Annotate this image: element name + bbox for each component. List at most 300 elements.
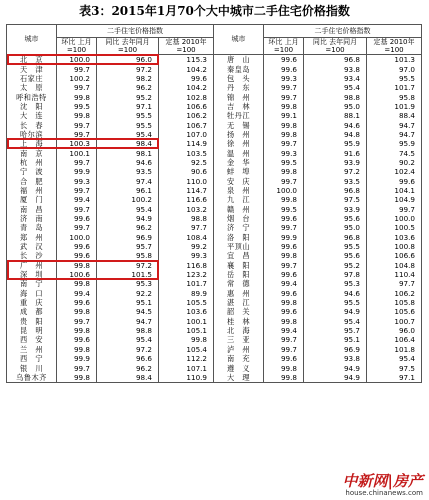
left-city-cell: 长 春 xyxy=(7,120,57,129)
right-mom-cell: 99.8 xyxy=(264,195,304,204)
left-mom-cell: 99.6 xyxy=(57,251,97,260)
table-row xyxy=(7,55,422,65)
watermark xyxy=(343,473,424,497)
left-yoy-cell: 93.5 xyxy=(97,167,159,176)
header-group-right: 二手住宅价格指数 xyxy=(264,25,422,38)
left-yoy-cell: 98.4 xyxy=(97,373,159,383)
right-city-cell: 泉 州 xyxy=(214,186,264,195)
right-mom-cell: 99.3 xyxy=(264,148,304,157)
right-mom-cell: 99.6 xyxy=(264,289,304,298)
left-city-cell: 西 安 xyxy=(7,335,57,344)
right-base-cell: 97.0 xyxy=(367,64,422,73)
left-yoy-cell: 95.1 xyxy=(97,298,159,307)
left-mom-cell: 99.4 xyxy=(57,195,97,204)
table-row xyxy=(7,176,422,185)
right-mom-cell: 99.7 xyxy=(264,83,304,92)
right-base-cell: 106.2 xyxy=(367,289,422,298)
right-mom-cell: 99.6 xyxy=(264,64,304,73)
left-mom-cell: 99.8 xyxy=(57,345,97,354)
left-base-cell: 115.3 xyxy=(159,55,214,65)
left-base-cell: 103.2 xyxy=(159,205,214,214)
table-row xyxy=(7,92,422,101)
left-yoy-cell: 97.2 xyxy=(97,261,159,270)
right-mom-cell: 99.7 xyxy=(264,139,304,148)
right-city-cell: 赣 州 xyxy=(214,205,264,214)
left-yoy-cell: 98.2 xyxy=(97,74,159,83)
right-yoy-cell: 95.7 xyxy=(304,326,367,335)
left-mom-cell: 99.6 xyxy=(57,214,97,223)
right-base-cell: 110.4 xyxy=(367,270,422,279)
right-base-cell: 100.7 xyxy=(367,317,422,326)
table-row xyxy=(7,251,422,260)
right-base-cell: 97.1 xyxy=(367,373,422,383)
left-base-cell: 103.6 xyxy=(159,307,214,316)
right-base-cell: 100.5 xyxy=(367,223,422,232)
left-mom-cell: 99.5 xyxy=(57,102,97,111)
right-city-cell: 丹 东 xyxy=(214,83,264,92)
left-mom-cell: 99.6 xyxy=(57,242,97,251)
left-city-cell: 成 都 xyxy=(7,307,57,316)
right-city-cell: 南 充 xyxy=(214,354,264,363)
right-city-cell: 北 海 xyxy=(214,326,264,335)
left-yoy-cell: 96.1 xyxy=(97,186,159,195)
left-yoy-cell: 95.3 xyxy=(97,279,159,288)
table-row xyxy=(7,167,422,176)
right-base-cell: 96.0 xyxy=(367,326,422,335)
right-yoy-cell: 95.5 xyxy=(304,298,367,307)
right-yoy-cell: 95.1 xyxy=(304,335,367,344)
right-base-cell: 101.7 xyxy=(367,83,422,92)
left-yoy-cell: 96.0 xyxy=(97,55,159,65)
right-base-cell: 95.5 xyxy=(367,74,422,83)
right-yoy-cell: 96.8 xyxy=(304,233,367,242)
right-yoy-cell: 94.9 xyxy=(304,373,367,383)
table-row xyxy=(7,326,422,335)
left-city-cell: 长 沙 xyxy=(7,251,57,260)
table-title: 表3：2015年1月70个大中城市二手住宅价格指数 xyxy=(79,4,350,18)
table-row xyxy=(7,195,422,204)
table-row xyxy=(7,205,422,214)
right-base-cell: 106.4 xyxy=(367,335,422,344)
left-yoy-cell: 95.2 xyxy=(97,92,159,101)
left-yoy-cell: 95.4 xyxy=(97,205,159,214)
right-yoy-cell: 97.2 xyxy=(304,167,367,176)
left-mom-cell: 99.4 xyxy=(57,289,97,298)
right-mom-cell: 99.6 xyxy=(264,270,304,279)
left-mom-cell: 100.2 xyxy=(57,74,97,83)
left-base-cell: 92.5 xyxy=(159,158,214,167)
left-yoy-cell: 95.5 xyxy=(97,120,159,129)
left-base-cell: 110.0 xyxy=(159,176,214,185)
right-mom-cell: 99.4 xyxy=(264,279,304,288)
right-city-cell: 洛 阳 xyxy=(214,233,264,242)
right-base-cell: 101.9 xyxy=(367,102,422,111)
right-mom-cell: 99.6 xyxy=(264,354,304,363)
right-mom-cell: 99.6 xyxy=(264,307,304,316)
right-base-cell: 88.4 xyxy=(367,111,422,120)
table-row xyxy=(7,139,422,148)
watermark-brand-name: 中新网 xyxy=(342,472,388,490)
right-mom-cell: 99.5 xyxy=(264,205,304,214)
right-yoy-cell: 95.3 xyxy=(304,279,367,288)
header-city-right: 城市 xyxy=(214,25,264,55)
left-city-cell: 西 宁 xyxy=(7,354,57,363)
right-city-cell: 秦皇岛 xyxy=(214,64,264,73)
left-base-cell: 90.6 xyxy=(159,167,214,176)
left-yoy-cell: 98.8 xyxy=(97,326,159,335)
left-mom-cell: 99.8 xyxy=(57,307,97,316)
table-row xyxy=(7,102,422,111)
right-city-cell: 包 头 xyxy=(214,74,264,83)
header-city-left: 城市 xyxy=(7,25,57,55)
left-mom-cell: 99.9 xyxy=(57,354,97,363)
right-base-cell: 101.3 xyxy=(367,55,422,65)
left-base-cell: 101.7 xyxy=(159,279,214,288)
left-mom-cell: 99.6 xyxy=(57,335,97,344)
right-city-cell: 九 江 xyxy=(214,195,264,204)
left-city-cell: 呼和浩特 xyxy=(7,92,57,101)
table-row xyxy=(7,233,422,242)
watermark-divider: | xyxy=(387,472,393,490)
table-row xyxy=(7,148,422,157)
header-mom-right: 环比 上月=100 xyxy=(264,38,304,55)
left-base-cell: 106.7 xyxy=(159,120,214,129)
right-base-cell: 105.6 xyxy=(367,307,422,316)
left-city-cell: 北 京 xyxy=(7,55,57,65)
right-city-cell: 唐 山 xyxy=(214,55,264,65)
header-mom-left: 环比 上月=100 xyxy=(57,38,97,55)
watermark-url: house.chinanews.com xyxy=(345,489,423,497)
right-yoy-cell: 95.2 xyxy=(304,261,367,270)
left-yoy-cell: 97.4 xyxy=(97,176,159,185)
right-base-cell: 94.7 xyxy=(367,130,422,139)
left-yoy-cell: 97.2 xyxy=(97,345,159,354)
right-base-cell: 97.7 xyxy=(367,279,422,288)
left-city-cell: 武 汉 xyxy=(7,242,57,251)
left-base-cell: 103.5 xyxy=(159,148,214,157)
right-base-cell: 102.4 xyxy=(367,167,422,176)
left-yoy-cell: 94.7 xyxy=(97,317,159,326)
right-yoy-cell: 93.9 xyxy=(304,205,367,214)
right-mom-cell: 99.9 xyxy=(264,233,304,242)
right-city-cell: 徐 州 xyxy=(214,139,264,148)
left-mom-cell: 99.8 xyxy=(57,326,97,335)
left-city-cell: 济 南 xyxy=(7,214,57,223)
table-row xyxy=(7,289,422,298)
left-base-cell: 123.2 xyxy=(159,270,214,279)
right-mom-cell: 99.1 xyxy=(264,111,304,120)
left-mom-cell: 100.0 xyxy=(57,55,97,65)
right-mom-cell: 99.6 xyxy=(264,214,304,223)
left-yoy-cell: 97.2 xyxy=(97,64,159,73)
right-mom-cell: 99.7 xyxy=(264,176,304,185)
right-city-cell: 泸 州 xyxy=(214,345,264,354)
header-base-right: 定基 2010年=100 xyxy=(367,38,422,55)
right-city-cell: 惠 州 xyxy=(214,289,264,298)
right-base-cell: 99.6 xyxy=(367,176,422,185)
right-mom-cell: 99.3 xyxy=(264,74,304,83)
table-row xyxy=(7,363,422,372)
left-city-cell: 青 岛 xyxy=(7,223,57,232)
right-yoy-cell: 95.4 xyxy=(304,317,367,326)
right-mom-cell: 99.7 xyxy=(264,223,304,232)
right-city-cell: 襄 阳 xyxy=(214,261,264,270)
right-yoy-cell: 94.9 xyxy=(304,363,367,372)
left-base-cell: 99.2 xyxy=(159,242,214,251)
right-base-cell: 104.8 xyxy=(367,261,422,270)
left-yoy-cell: 101.5 xyxy=(97,270,159,279)
left-yoy-cell: 95.4 xyxy=(97,130,159,139)
left-base-cell: 105.5 xyxy=(159,298,214,307)
table-row xyxy=(7,130,422,139)
table-row xyxy=(7,214,422,223)
left-base-cell: 108.4 xyxy=(159,233,214,242)
left-base-cell: 100.1 xyxy=(159,317,214,326)
left-base-cell: 112.2 xyxy=(159,354,214,363)
left-yoy-cell: 95.8 xyxy=(97,251,159,260)
left-city-cell: 南 昌 xyxy=(7,205,57,214)
right-mom-cell: 99.7 xyxy=(264,92,304,101)
left-base-cell: 102.8 xyxy=(159,92,214,101)
left-yoy-cell: 92.2 xyxy=(97,289,159,298)
left-mom-cell: 99.7 xyxy=(57,120,97,129)
right-mom-cell: 99.6 xyxy=(264,242,304,251)
left-mom-cell: 99.6 xyxy=(57,298,97,307)
right-mom-cell: 99.8 xyxy=(264,130,304,139)
right-yoy-cell: 98.8 xyxy=(304,92,367,101)
right-yoy-cell: 93.4 xyxy=(304,74,367,83)
right-mom-cell: 99.8 xyxy=(264,120,304,129)
watermark-section: 房产 xyxy=(392,472,423,490)
left-city-cell: 南 宁 xyxy=(7,279,57,288)
table-row xyxy=(7,335,422,344)
right-yoy-cell: 94.9 xyxy=(304,307,367,316)
left-mom-cell: 99.7 xyxy=(57,158,97,167)
left-base-cell: 99.6 xyxy=(159,74,214,83)
right-base-cell: 105.8 xyxy=(367,298,422,307)
right-base-cell: 97.5 xyxy=(367,363,422,372)
right-city-cell: 吉 林 xyxy=(214,102,264,111)
right-city-cell: 岳 阳 xyxy=(214,270,264,279)
right-city-cell: 宜 昌 xyxy=(214,251,264,260)
right-city-cell: 锦 州 xyxy=(214,92,264,101)
left-city-cell: 石家庄 xyxy=(7,74,57,83)
left-mom-cell: 99.9 xyxy=(57,167,97,176)
table-row xyxy=(7,120,422,129)
right-base-cell: 74.5 xyxy=(367,148,422,157)
right-mom-cell: 99.7 xyxy=(264,335,304,344)
left-base-cell: 114.7 xyxy=(159,186,214,195)
left-yoy-cell: 96.2 xyxy=(97,363,159,372)
right-yoy-cell: 96.8 xyxy=(304,55,367,65)
left-base-cell: 98.8 xyxy=(159,214,214,223)
right-base-cell: 94.7 xyxy=(367,120,422,129)
left-city-cell: 杭 州 xyxy=(7,158,57,167)
left-city-cell: 天 津 xyxy=(7,64,57,73)
left-yoy-cell: 94.5 xyxy=(97,307,159,316)
left-mom-cell: 99.8 xyxy=(57,111,97,120)
left-mom-cell: 99.3 xyxy=(57,176,97,185)
right-mom-cell: 99.8 xyxy=(264,298,304,307)
left-base-cell: 116.8 xyxy=(159,261,214,270)
left-yoy-cell: 96.2 xyxy=(97,83,159,92)
table-row xyxy=(7,242,422,251)
left-yoy-cell: 95.7 xyxy=(97,242,159,251)
header-yoy-right: 同比 去年同月=100 xyxy=(304,38,367,55)
left-mom-cell: 99.7 xyxy=(57,186,97,195)
table-row xyxy=(7,223,422,232)
left-mom-cell: 99.7 xyxy=(57,317,97,326)
left-yoy-cell: 96.9 xyxy=(97,233,159,242)
header-yoy-left: 同比 去年同月=100 xyxy=(97,38,159,55)
right-mom-cell: 99.4 xyxy=(264,326,304,335)
right-yoy-cell: 95.6 xyxy=(304,214,367,223)
left-yoy-cell: 100.2 xyxy=(97,195,159,204)
table-row xyxy=(7,261,422,270)
left-mom-cell: 99.8 xyxy=(57,279,97,288)
table-row xyxy=(7,354,422,363)
left-city-cell: 兰 州 xyxy=(7,345,57,354)
left-base-cell: 105.4 xyxy=(159,345,214,354)
right-base-cell: 100.8 xyxy=(367,242,422,251)
left-yoy-cell: 98.1 xyxy=(97,148,159,157)
header-row-top xyxy=(7,25,422,38)
left-city-cell: 大 连 xyxy=(7,111,57,120)
left-city-cell: 昆 明 xyxy=(7,326,57,335)
left-yoy-cell: 94.6 xyxy=(97,158,159,167)
right-yoy-cell: 93.8 xyxy=(304,64,367,73)
right-yoy-cell: 94.6 xyxy=(304,289,367,298)
header-group-left: 二手住宅价格指数 xyxy=(57,25,214,38)
left-city-cell: 哈尔滨 xyxy=(7,130,57,139)
right-city-cell: 蚌 埠 xyxy=(214,167,264,176)
right-base-cell: 99.7 xyxy=(367,205,422,214)
left-city-cell: 福 州 xyxy=(7,186,57,195)
left-base-cell: 104.2 xyxy=(159,64,214,73)
table-row xyxy=(7,158,422,167)
left-city-cell: 银 川 xyxy=(7,363,57,372)
right-yoy-cell: 93.5 xyxy=(304,176,367,185)
left-base-cell: 105.1 xyxy=(159,326,214,335)
right-base-cell: 106.6 xyxy=(367,251,422,260)
right-yoy-cell: 91.6 xyxy=(304,148,367,157)
left-yoy-cell: 94.9 xyxy=(97,214,159,223)
left-yoy-cell: 95.5 xyxy=(97,111,159,120)
right-city-cell: 温 州 xyxy=(214,148,264,157)
right-yoy-cell: 93.8 xyxy=(304,354,367,363)
left-base-cell: 107.0 xyxy=(159,130,214,139)
right-city-cell: 扬 州 xyxy=(214,130,264,139)
right-mom-cell: 99.7 xyxy=(264,261,304,270)
table-row xyxy=(7,307,422,316)
right-city-cell: 大 理 xyxy=(214,373,264,383)
right-yoy-cell: 97.8 xyxy=(304,270,367,279)
right-mom-cell: 99.7 xyxy=(264,345,304,354)
left-mom-cell: 99.7 xyxy=(57,83,97,92)
left-city-cell: 海 口 xyxy=(7,289,57,298)
right-mom-cell: 100.0 xyxy=(264,186,304,195)
right-base-cell: 103.6 xyxy=(367,233,422,242)
right-base-cell: 101.8 xyxy=(367,345,422,354)
right-yoy-cell: 96.8 xyxy=(304,186,367,195)
right-city-cell: 三 亚 xyxy=(214,335,264,344)
right-yoy-cell: 95.5 xyxy=(304,242,367,251)
table-body xyxy=(7,55,422,383)
right-city-cell: 桂 林 xyxy=(214,317,264,326)
table-row xyxy=(7,270,422,279)
right-mom-cell: 99.8 xyxy=(264,363,304,372)
right-yoy-cell: 97.5 xyxy=(304,195,367,204)
left-city-cell: 广 州 xyxy=(7,261,57,270)
left-city-cell: 合 肥 xyxy=(7,176,57,185)
left-mom-cell: 100.3 xyxy=(57,139,97,148)
right-mom-cell: 99.8 xyxy=(264,102,304,111)
right-yoy-cell: 95.0 xyxy=(304,223,367,232)
left-base-cell: 106.6 xyxy=(159,102,214,111)
left-city-cell: 厦 门 xyxy=(7,195,57,204)
left-mom-cell: 100.1 xyxy=(57,148,97,157)
right-city-cell: 烟 台 xyxy=(214,214,264,223)
left-mom-cell: 99.7 xyxy=(57,223,97,232)
left-city-cell: 深 圳 xyxy=(7,270,57,279)
right-mom-cell: 99.5 xyxy=(264,158,304,167)
left-mom-cell: 99.8 xyxy=(57,373,97,383)
right-city-cell: 济 宁 xyxy=(214,223,264,232)
left-yoy-cell: 97.1 xyxy=(97,102,159,111)
right-base-cell: 90.2 xyxy=(367,158,422,167)
table-row xyxy=(7,345,422,354)
right-base-cell: 95.9 xyxy=(367,139,422,148)
left-base-cell: 89.9 xyxy=(159,289,214,298)
left-mom-cell: 100.6 xyxy=(57,270,97,279)
table-row xyxy=(7,64,422,73)
right-city-cell: 平顶山 xyxy=(214,242,264,251)
left-city-cell: 太 原 xyxy=(7,83,57,92)
left-base-cell: 104.2 xyxy=(159,83,214,92)
right-mom-cell: 99.6 xyxy=(264,55,304,65)
watermark-brand xyxy=(343,473,424,489)
right-yoy-cell: 93.9 xyxy=(304,158,367,167)
left-mom-cell: 99.7 xyxy=(57,130,97,139)
left-city-cell: 上 海 xyxy=(7,139,57,148)
left-mom-cell: 99.7 xyxy=(57,363,97,372)
left-city-cell: 贵 阳 xyxy=(7,317,57,326)
left-yoy-cell: 95.4 xyxy=(97,335,159,344)
table-row xyxy=(7,74,422,83)
table-row xyxy=(7,279,422,288)
right-yoy-cell: 94.8 xyxy=(304,130,367,139)
right-yoy-cell: 88.1 xyxy=(304,111,367,120)
right-base-cell: 104.1 xyxy=(367,186,422,195)
left-city-cell: 宁 波 xyxy=(7,167,57,176)
table-row xyxy=(7,83,422,92)
right-city-cell: 常 德 xyxy=(214,279,264,288)
right-base-cell: 104.9 xyxy=(367,195,422,204)
left-base-cell: 110.9 xyxy=(159,373,214,383)
left-base-cell: 99.3 xyxy=(159,251,214,260)
right-mom-cell: 99.8 xyxy=(264,251,304,260)
right-yoy-cell: 95.9 xyxy=(304,139,367,148)
right-mom-cell: 99.8 xyxy=(264,373,304,383)
left-city-cell: 乌鲁木齐 xyxy=(7,373,57,383)
price-index-table xyxy=(6,24,422,383)
left-mom-cell: 100.0 xyxy=(57,233,97,242)
left-base-cell: 99.8 xyxy=(159,335,214,344)
left-city-cell: 重 庆 xyxy=(7,298,57,307)
right-yoy-cell: 94.6 xyxy=(304,120,367,129)
header-base-left: 定基 2010年=100 xyxy=(159,38,214,55)
left-base-cell: 116.6 xyxy=(159,195,214,204)
